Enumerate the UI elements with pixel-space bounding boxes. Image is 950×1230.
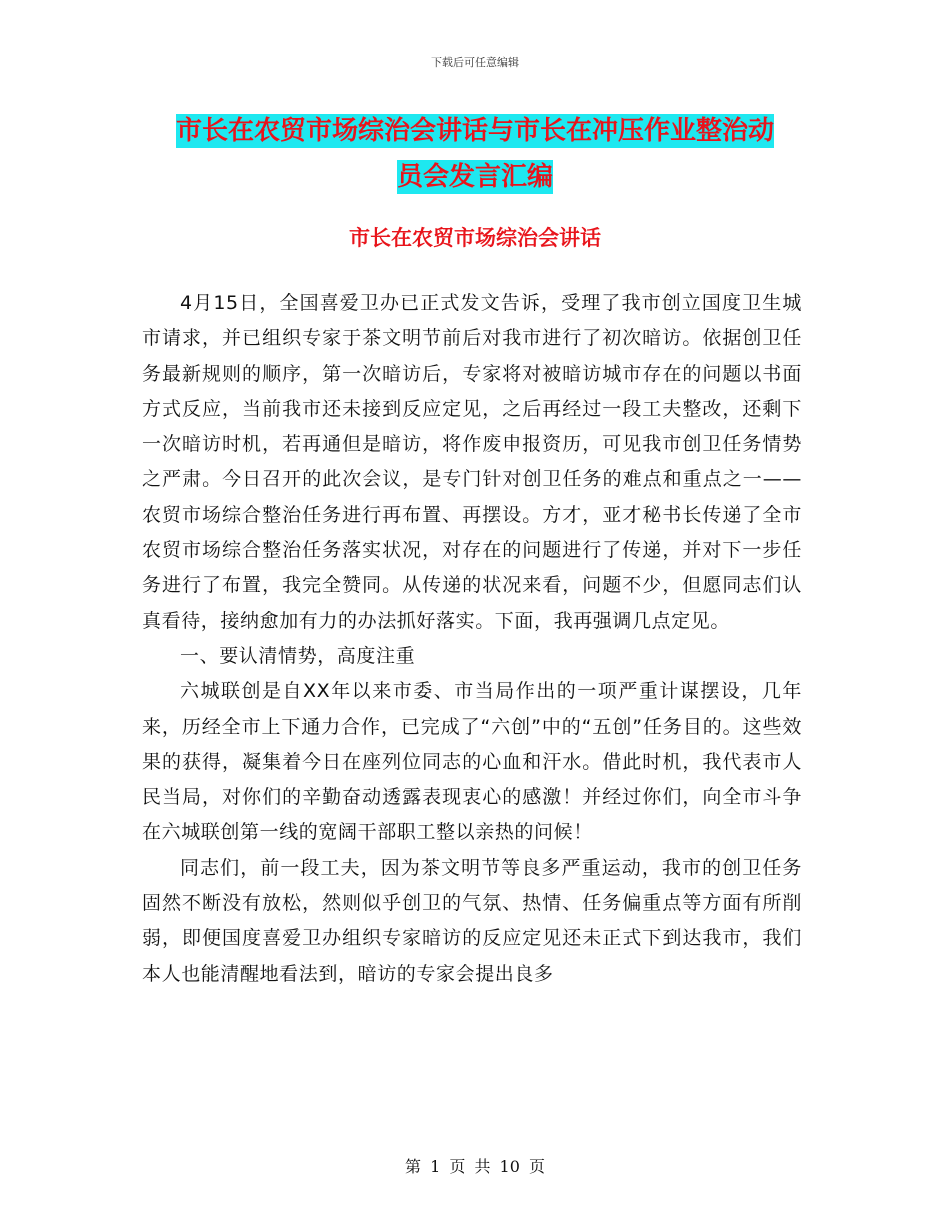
document-title-line-1: 市长在农贸市场综治会讲话与市长在冲压作业整治动 [175,116,774,146]
document-title-line-2: 员会发言汇编 [396,162,553,192]
body-text [142,286,802,992]
paragraph: 六城联创是自XX年以来市委、市当局作出的一项严重计谋摆设，几年来，历经全市上下通力合作，已完成了“六创”中的“五创”任务目的。这些效果的获得，凝集着今日在座列位同志的心血和汗水。借此时机，我代表市人民当局，对你们的辛勤奋动透露表现衷心的感激！并经过你们，向全市斗争在六城联创第一线的宽阔干部职工整以亲热的问候！ [142,680,802,844]
document-title [150,108,800,200]
paragraph: 一、要认清情势，高度注重 [180,644,416,667]
paragraph: 4月15日，全国喜爱卫办已正式发文告诉，受理了我市创立国度卫生城市请求，并已组织专家于茶文明节前后对我市进行了初次暗访。依据创卫任务最新规则的顺序，第一次暗访后，专家将对被暗访城市存在的问题以书面方式反应，当前我市还未接到反应定见，之后再经过一段工夫整改，还剩下一次暗访时机，若再通但是暗访，将作废申报资历，可见我市创卫任务情势之严肃。今日召开的此次会议，是专门针对创卫任务的难点和重点之一——农贸市场综合整治任务进行再布置、再摆设。方才，亚才秘书长传递了全市农贸市场综合整治任务落实状况，对存在的问题进行了传递，并对下一步任务进行了布置，我完全赞同。从传递的状况来看，问题不少，但愿同志们认真看待，接纳愈加有力的办法抓好落实。下面，我再强调几点定见。 [142,292,802,632]
section-title: 市长在农贸市场综治会讲话 [349,226,601,250]
page-footer: 第 1 页 共 10 页 [405,1157,545,1176]
header-note: 下载后可任意编辑 [431,56,519,69]
paragraph: 同志们，前一段工夫，因为茶文明节等良多严重运动，我市的创卫任务固然不断没有放松，然则似乎创卫的气氛、热情、任务偏重点等方面有所削弱，即便国度喜爱卫办组织专家暗访的反应定见还未正式下到达我市，我们本人也能清醒地看法到，暗访的专家会提出良多 [142,856,802,985]
